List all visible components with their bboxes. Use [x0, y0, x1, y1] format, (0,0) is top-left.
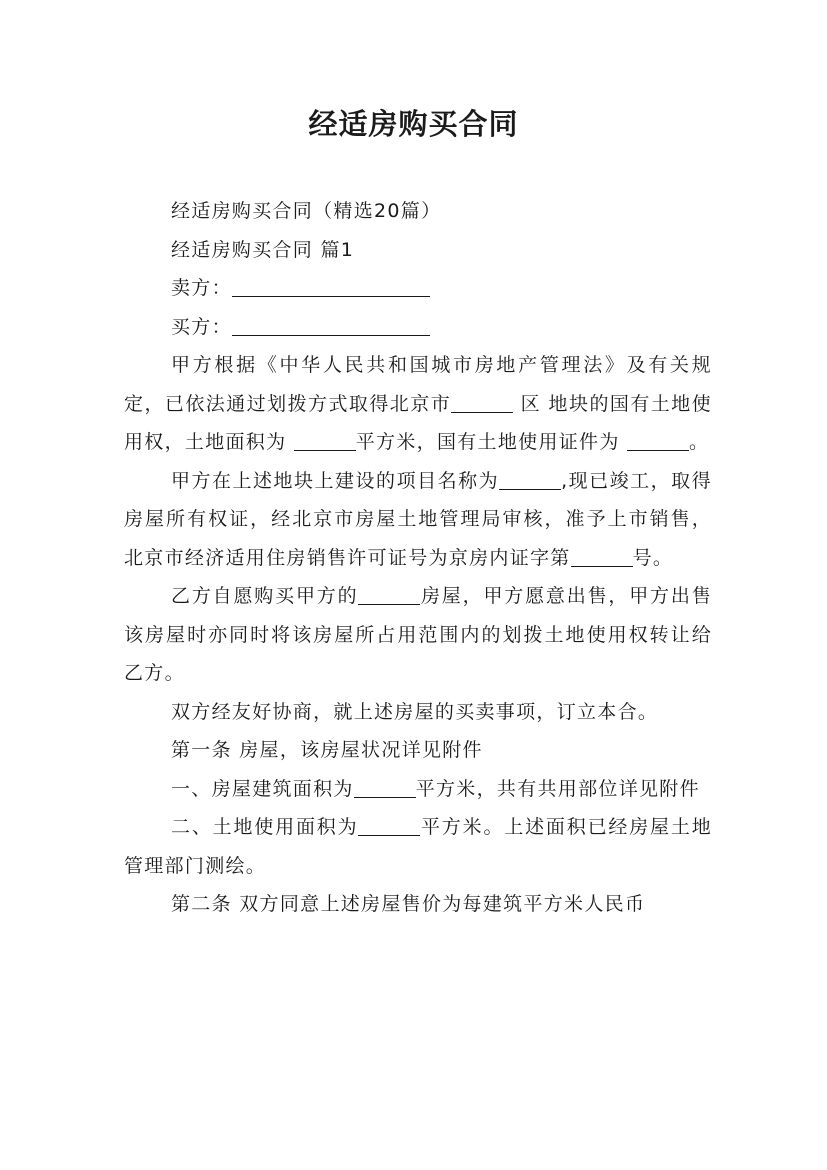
purchase-text-2: 房屋，甲方愿意出售，甲方出售该房屋时亦同时将该房屋所占用范围内的划拨土地使用权转让给乙方。	[124, 585, 712, 684]
land-rights-text-1: 甲方根据《中华人民共和国城市房地产管理法》及有关规定，已依法通过划拨方式取得北京市	[124, 354, 712, 415]
subtitle-text: 经适房购买合同（精选20篇）	[171, 200, 442, 222]
project-text-2: ,现已竣工，取得房屋所有权证，经北京市房屋土地管理局审核，准予上市销售，北京市经济适用住房销售许可证号为京房内证字第	[124, 469, 712, 569]
building-area-blank	[354, 775, 416, 798]
land-rights-text-2: 区 地块的国有土地使用权，土地面积为	[124, 392, 712, 453]
paragraph-buyer	[124, 308, 712, 347]
paragraph-agreement	[124, 693, 712, 732]
district-blank	[451, 390, 513, 413]
paragraph-subtitle	[124, 192, 712, 231]
document-body	[124, 192, 712, 924]
seller-label: 卖方：	[171, 277, 232, 299]
purchase-text-1: 乙方自愿购买甲方的	[171, 585, 359, 607]
section-heading-text: 经适房购买合同 篇1	[171, 238, 355, 261]
seller-blank	[232, 274, 430, 297]
document-title: 经适房购买合同	[308, 107, 519, 141]
article-1-text: 第一条 房屋，该房屋状况详见附件	[171, 739, 483, 761]
paragraph-land-rights	[124, 346, 712, 462]
license-number-blank	[571, 544, 633, 567]
paragraph-section-heading	[124, 231, 712, 270]
paragraph-building-area	[124, 770, 712, 809]
building-area-text-1: 一、房屋建筑面积为	[171, 777, 354, 800]
paragraph-land-area	[124, 808, 712, 885]
paragraph-article-2	[124, 885, 712, 924]
project-text-3: 号。	[632, 546, 674, 569]
building-area-text-2: 平方米，共有共用部位详见附件	[415, 777, 700, 800]
agreement-text: 双方经友好协商，就上述房屋的买卖事项，订立本合。	[171, 700, 659, 723]
buyer-label: 买方：	[171, 315, 232, 338]
land-area-text-1: 二、土地使用面积为	[171, 816, 359, 838]
buyer-blank	[232, 313, 430, 336]
house-blank	[358, 582, 420, 605]
project-name-blank	[499, 467, 561, 490]
land-rights-text-4: 。	[689, 431, 710, 453]
land-area-text-2: 平方米。上述面积已经房屋土地管理部门测绘。	[124, 816, 712, 877]
land-area-blank	[294, 428, 356, 451]
paragraph-seller	[124, 269, 712, 308]
paragraph-article-1	[124, 731, 712, 770]
project-text-1: 甲方在上述地块上建设的项目名称为	[171, 469, 500, 492]
certificate-blank	[627, 428, 689, 451]
paragraph-project	[124, 462, 712, 578]
land-rights-text-3: 平方米，国有土地使用证件为	[355, 431, 627, 453]
paragraph-purchase	[124, 577, 712, 693]
article-2-text: 第二条 双方同意上述房屋售价为每建筑平方米人民币	[171, 893, 646, 915]
land-use-area-blank	[358, 813, 420, 836]
